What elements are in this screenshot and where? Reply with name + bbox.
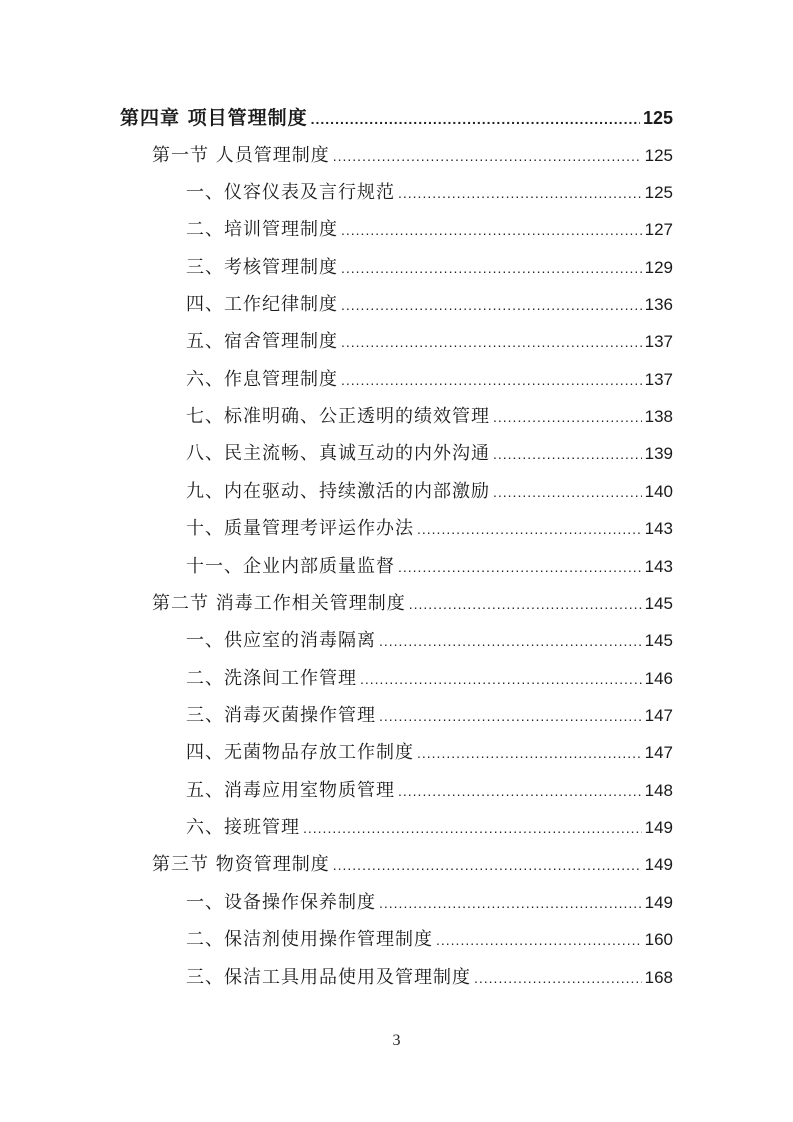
toc-entry-section-2[interactable] (152, 590, 673, 618)
toc-entry-chapter-4[interactable] (120, 104, 673, 132)
dot-leader (341, 216, 642, 244)
toc-entry-title: 一、设备操作保养制度 (186, 892, 376, 913)
toc-entry-page: 147 (644, 706, 673, 725)
toc-entry-page: 125 (642, 108, 673, 128)
toc-entry-item[interactable] (186, 515, 673, 543)
toc-entry-item[interactable] (186, 702, 673, 730)
toc-entry-item[interactable] (186, 366, 673, 394)
toc-entry-title: 第一节 人员管理制度 (152, 145, 330, 166)
toc-entry-title: 三、保洁工具用品使用及管理制度 (186, 967, 471, 988)
dot-leader (417, 739, 642, 767)
toc-entry-page: 125 (644, 146, 673, 165)
toc-entry-title: 第二节 消毒工作相关管理制度 (152, 593, 406, 614)
toc-entry-page: 125 (644, 183, 673, 202)
toc-entry-title: 九、内在驱动、持续激活的内部激励 (186, 481, 490, 502)
toc-entry-item[interactable] (186, 926, 673, 954)
toc-entry-page: 137 (644, 370, 673, 389)
toc-entry-page: 143 (644, 557, 673, 576)
dot-leader (409, 590, 642, 618)
toc-entry-item[interactable] (186, 665, 673, 693)
toc-entry-title: 五、宿舍管理制度 (186, 331, 338, 352)
dot-leader (436, 926, 642, 954)
dot-leader (474, 964, 642, 992)
toc-entry-page: 149 (644, 893, 673, 912)
toc-entry-item[interactable] (186, 328, 673, 356)
toc-entry-item[interactable] (186, 889, 673, 917)
toc-entry-title: 六、作息管理制度 (186, 369, 338, 390)
dot-leader (333, 142, 642, 170)
toc-entry-item[interactable] (186, 553, 673, 581)
toc-entry-page: 127 (644, 220, 673, 239)
toc-entry-page: 145 (644, 594, 673, 613)
toc-entry-title: 二、保洁剂使用操作管理制度 (186, 929, 433, 950)
toc-entry-page: 138 (644, 407, 673, 426)
toc-entry-title: 二、洗涤间工作管理 (186, 668, 357, 689)
dot-leader (341, 328, 642, 356)
toc-entry-title: 十、质量管理考评运作办法 (186, 518, 414, 539)
toc-entry-title: 二、培训管理制度 (186, 219, 338, 240)
toc-entry-title: 第四章 项目管理制度 (120, 107, 308, 129)
dot-leader (341, 366, 642, 394)
toc-entry-title: 四、无菌物品存放工作制度 (186, 742, 414, 763)
toc-entry-item[interactable] (186, 478, 673, 506)
toc-entry-title: 一、仪容仪表及言行规范 (186, 182, 395, 203)
toc-entry-item[interactable] (186, 739, 673, 767)
toc-entry-item[interactable] (186, 291, 673, 319)
dot-leader (379, 627, 642, 655)
toc-entry-item[interactable] (186, 179, 673, 207)
page-number: 3 (392, 1032, 401, 1049)
dot-leader (360, 665, 642, 693)
toc-entry-page: 137 (644, 332, 673, 351)
toc-entry-item[interactable] (186, 440, 673, 468)
toc-entry-title: 三、消毒灭菌操作管理 (186, 705, 376, 726)
toc-entry-item[interactable] (186, 254, 673, 282)
toc-entry-item[interactable] (186, 403, 673, 431)
toc-entry-page: 146 (644, 669, 673, 688)
toc-entry-title: 十一、企业内部质量监督 (186, 556, 395, 577)
toc-entry-title: 第三节 物资管理制度 (152, 854, 330, 875)
dot-leader (493, 403, 642, 431)
dot-leader (398, 777, 642, 805)
dot-leader (379, 889, 642, 917)
toc-entry-item[interactable] (186, 777, 673, 805)
toc-entry-page: 149 (644, 855, 673, 874)
toc-entry-title: 一、供应室的消毒隔离 (186, 630, 376, 651)
toc-entry-item[interactable] (186, 964, 673, 992)
dot-leader (379, 702, 642, 730)
toc-entry-item[interactable] (186, 627, 673, 655)
dot-leader (311, 105, 640, 133)
toc-entry-page: 136 (644, 295, 673, 314)
toc-entry-item[interactable] (186, 814, 673, 842)
toc-entry-item[interactable] (186, 216, 673, 244)
toc-entry-section-3[interactable] (152, 851, 673, 879)
toc-entry-title: 六、接班管理 (186, 817, 300, 838)
toc-entry-page: 149 (644, 818, 673, 837)
toc-entry-title: 三、考核管理制度 (186, 257, 338, 278)
toc-entry-page: 148 (644, 781, 673, 800)
dot-leader (398, 179, 642, 207)
toc-entry-page: 143 (644, 519, 673, 538)
dot-leader (493, 478, 642, 506)
toc-entry-page: 147 (644, 743, 673, 762)
dot-leader (303, 814, 642, 842)
dot-leader (398, 553, 642, 581)
toc-entry-title: 七、标准明确、公正透明的绩效管理 (186, 406, 490, 427)
toc-entry-page: 145 (644, 631, 673, 650)
dot-leader (493, 440, 642, 468)
dot-leader (417, 515, 642, 543)
dot-leader (333, 851, 642, 879)
toc-entry-title: 四、工作纪律制度 (186, 294, 338, 315)
toc-entry-page: 168 (644, 968, 673, 987)
toc-entry-title: 五、消毒应用室物质管理 (186, 780, 395, 801)
dot-leader (341, 291, 642, 319)
toc-entry-page: 140 (644, 482, 673, 501)
toc-entry-section-1[interactable] (152, 142, 673, 170)
dot-leader (341, 254, 642, 282)
toc-entry-page: 129 (644, 258, 673, 277)
toc-entry-title: 八、民主流畅、真诚互动的内外沟通 (186, 443, 490, 464)
toc-entry-page: 139 (644, 444, 673, 463)
toc-entry-page: 160 (644, 930, 673, 949)
